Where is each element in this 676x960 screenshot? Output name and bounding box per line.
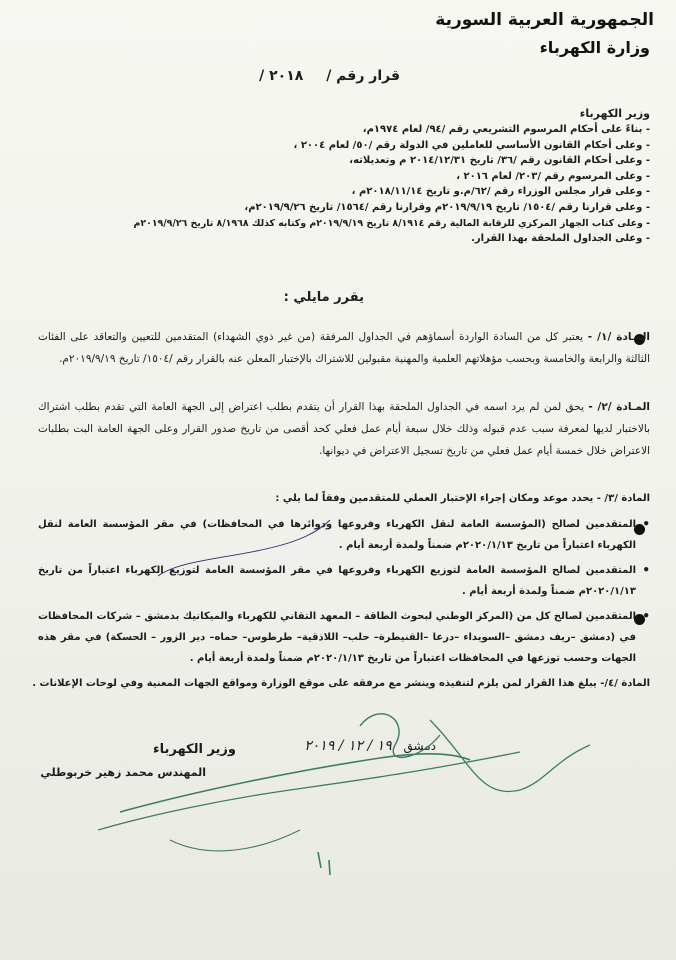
ministry-header: وزارة الكهرباء — [539, 38, 650, 57]
preamble-item: - وعلى قرارنا رقم /١٥٠٤/ تاريخ ٢٠١٩/٩/١٩م وقرارنا رقم /١٥٦٤/ تاريخ ٢٠١٩/٩/٢٦م، — [40, 200, 650, 216]
article-1 — [38, 326, 650, 370]
preamble-title: وزير الكهرباء — [579, 107, 650, 120]
article-3-list — [38, 514, 650, 673]
article-2 — [38, 396, 650, 462]
article-4: المادة /٤/- يبلغ هذا القرار لمن يلزم لتنفيذه وينشر مع مرفقه على موقع الوزارة ومواقع الجهات المعنية وفي لوحات الإعلانات . — [32, 678, 650, 689]
article-3-item: • المتقدمين لصالح كل من (المركز الوطني لبحوث الطاقة – المعهد التقاني للكهرباء والميكانيك بدمشق – شركات المحافظات في (دمشق –ريف دمشق –السويداء –درعا –القنيطرة– حلب– اللاذقية– طرطوس– حماه– دير الزور – الحسكة) في مقر هذه الجهات وحسب توزعها في المحافظات اعتباراً من تاريخ ٢٠٢٠/١/١٣م ضمناً ولمدة أربعة أيام . — [38, 606, 650, 669]
signing-date: ١٩ / ١٢ / ٢٠١٩ — [304, 738, 392, 754]
preamble-item: - وعلى الجداول الملحقة بهذا القرار. — [40, 231, 650, 247]
decision-number: ٢٠١٨ / — [259, 68, 304, 84]
preamble-item: - وعلى قرار مجلس الوزراء رقم /٦٢/م.و تاريخ ٢٠١٨/١١/١٤م ، — [40, 184, 650, 200]
article-1-text: يعتبر كل من السادة الواردة أسماؤهم في الجداول المرفقة (من غير ذوي الشهداء) المتقدمين للتعيين والتعاقد على الفئات الثالثة والرابعة والخامسة وبحسب مؤهلاتهم العلمية والمهنية مقبولين للاشتراك بالإختبار المعلن عنه بالقرار رقم /١٥٠٤/ تاريخ ٢٠١٩/٩/١٩م. — [38, 331, 650, 365]
signer-name: المهندس محمد زهير خربوطلي — [40, 766, 206, 779]
decision-number-line — [259, 68, 400, 84]
preamble-item: - وعلى كتاب الجهاز المركزي للرقابة المالية رقم ٨/١٩١٤ تاريخ ٢٠١٩/٩/١٩م وكتابه كذلك ٨/١٩٦٨ تاريخ ٢٠١٩/٩/٢٦م — [40, 216, 650, 232]
decides-heading: يقرر مايلي : — [283, 290, 364, 305]
article-3-item: • المتقدمين لصالح المؤسسة العامة لتوزيع الكهرباء وفروعها في مقر المؤسسة العامة لتوزيع الكهرباء اعتباراً من تاريخ ٢٠٢٠/١/١٣م ضمناً ولمدة أربعة أيام . — [38, 560, 650, 602]
article-3 — [38, 488, 650, 510]
date-line — [304, 738, 436, 754]
decision-label: قرار رقم / — [326, 68, 400, 84]
article-1-label: المـادة /١/ - — [587, 331, 650, 343]
article-3-item: • المتقدمين لصالح (المؤسسة العامة لنقل الكهرباء وفروعها ودوائرها في المحافظات) في مقر المؤسسة العامة لنقل الكهرباء اعتباراً من تاريخ ٢٠٢٠/١/١٣م ضمناً ولمدة أربعة أيام . — [38, 514, 650, 556]
article-3-text: يحدد موعد ومكان إجراء الإختبار العملي للمتقدمين وفقاً لما يلي : — [275, 493, 594, 504]
article-2-text: يحق لمن لم يرد اسمه في الجداول الملحقة بهذا القرار أن يتقدم بطلب اعتراض إلى الجهة العامة التي تقدم بطلب اشتراك بالاختبار لديها لمعرفة سبب عدم قبوله وذلك خلال سبعة أيام عمل فعلي كحد أقصى من تاريخ صدور القرار وعلى الجهة العامة البت بطلبات الاعتراض خلال خمسة أيام عمل فعلي من تاريخ تسجيل الاعتراض في ديوانها. — [38, 401, 650, 457]
preamble-item: - بناءً على أحكام المرسوم التشريعي رقم /٩٤/ لعام ١٩٧٤م، — [40, 122, 650, 138]
republic-header: الجمهورية العربية السورية — [435, 10, 654, 30]
signer-title: وزير الكهرباء — [152, 742, 236, 757]
article-3-label: المادة /٣/ - — [596, 493, 650, 504]
preamble-item: - وعلى المرسوم رقم /٢٠٣/ لعام ٢٠١٦ ، — [40, 169, 650, 185]
preamble-list — [40, 122, 650, 247]
city: دمشق — [403, 739, 436, 753]
article-2-label: المـادة /٢/ - — [588, 401, 650, 413]
preamble-item: - وعلى أحكام القانون رقم /٣٦/ تاريخ ٢٠١٤/١٢/٣١ م وتعديلاته، — [40, 153, 650, 169]
preamble-item: - وعلى أحكام القانون الأساسي للعاملين في الدولة رقم /٥٠/ لعام ٢٠٠٤ ، — [40, 138, 650, 154]
